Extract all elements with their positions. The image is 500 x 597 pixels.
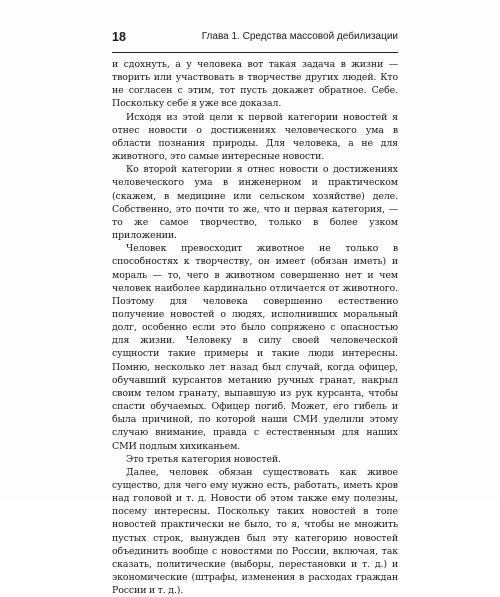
paragraph: Исходя из этой цели к первой категории новостей я отнес новости о достижениях человеческого ума в области познания природы. Для человека, а не для животного, это самые интересные новости.	[112, 111, 398, 163]
paragraph: Это третья категория новостей.	[126, 453, 281, 465]
paragraph: Далее, человек обязан существовать как живое существо, для чего ему нужно есть, работать, иметь кров над головой и т. д. Новости об этом также ему полезны, посему интересны. Поскольку таких новостей в топе новостей практически не было, то я, чтобы не множить пустых строк, вынужден был эту категорию новостей объединить вообще с новостями по России, включая, так сказать, политические (выборы, перестановки и т. д.) и экономические (штрафы, изменения в расходах граждан России и т. д.).	[112, 466, 398, 597]
paragraph: Ко второй категории я отнес новости о достижениях человеческого ума в инженерном и практическом (скажем, в медицине или сельском хозяйстве) деле. Собственно, это почти то же, что и первая категория, — то же самое творчество, только в более узком приложении.	[112, 164, 398, 242]
page-body	[112, 58, 398, 597]
paragraph: и сдохнуть, а у человека вот такая задача в жизни — творить или участвовать в творчестве других людей. Кто не согласен с этим, тот пусть докажет обратное. Себе. Поскольку себе я уже все доказал.	[112, 59, 398, 110]
running-header	[112, 30, 398, 53]
chapter-title: Глава 1. Средства массовой дебилизации	[201, 31, 398, 42]
paragraph: Человек превосходит животное не только в способностях к творчеству, он имеет (обязан иметь) и мораль — то, чего в животном совершенно нет и чем человек наиболее кардинально отличается от животного. Поэтому для человека совершенно естественно получение новостей о людях, исполнивших моральный долг, особенно если это было сопряжено с опасностью для жизни. Человеку в силу своей человеческой сущности такие примеры и такие люди интересны. Помню, несколько лет назад был случай, когда офицер, обучавший курсантов метанию ручных гранат, накрыл своим телом гранату, выпавшую из рук курсанта, чтобы спасти обучаемых. Офицер погиб. Может, его гибель и была причиной, по которой наши СМИ уделили этому случаю внимание, правда с естественным для наших СМИ подлым хихиканьем.	[112, 243, 398, 452]
page-number: 18	[112, 30, 126, 44]
